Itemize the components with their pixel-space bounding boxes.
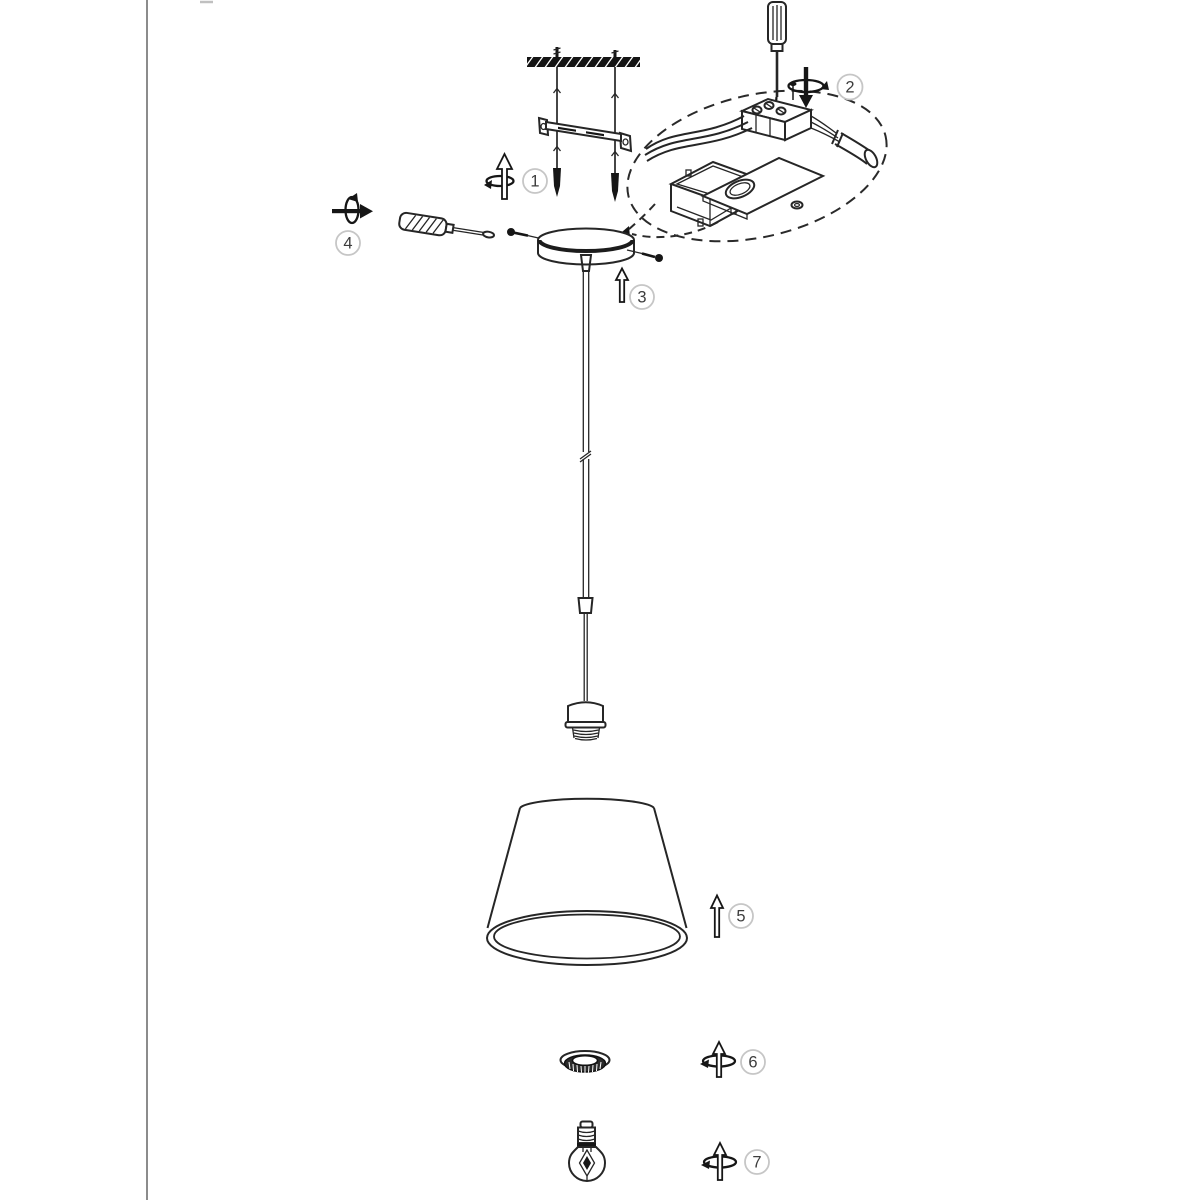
canopy — [538, 229, 634, 272]
step-2-number: 2 — [845, 78, 855, 97]
lamp-cable — [811, 116, 880, 169]
supply-wires — [645, 116, 752, 161]
ceiling-bracket-with-screws — [484, 47, 644, 202]
step-6-number: 6 — [748, 1053, 758, 1072]
step-1-number: 1 — [530, 172, 540, 191]
step-7-number: 7 — [752, 1153, 762, 1172]
page-left-border — [147, 0, 213, 1200]
canopy-with-suspension-rod — [332, 193, 663, 701]
up-arrow-icon — [711, 896, 723, 938]
rotate-right-arrow-icon — [332, 193, 373, 223]
step-4-number: 4 — [343, 234, 353, 253]
screwdriver-vertical — [768, 2, 786, 108]
rotate-up-arrow-icon — [700, 1042, 735, 1077]
light-bulb — [569, 1122, 769, 1182]
mounting-screw-right — [611, 50, 619, 202]
shade-retaining-ring — [561, 1042, 766, 1077]
lampshade — [487, 799, 753, 965]
rotate-up-arrow-icon — [701, 1143, 736, 1180]
screwdriver-horizontal — [398, 212, 495, 244]
step-3-number: 3 — [637, 288, 647, 307]
terminal-block-wiring-detail — [612, 2, 901, 265]
rotate-down-arrow-icon — [789, 67, 830, 108]
step-5-number: 5 — [736, 907, 746, 926]
up-arrow-icon — [616, 269, 628, 303]
suspension-rod — [579, 271, 593, 701]
lamp-socket — [566, 702, 606, 740]
mounting-screw-left — [553, 47, 561, 197]
ceiling-bar — [527, 57, 640, 67]
rotate-up-arrow-icon — [484, 154, 514, 199]
mounting-bracket — [539, 118, 631, 151]
